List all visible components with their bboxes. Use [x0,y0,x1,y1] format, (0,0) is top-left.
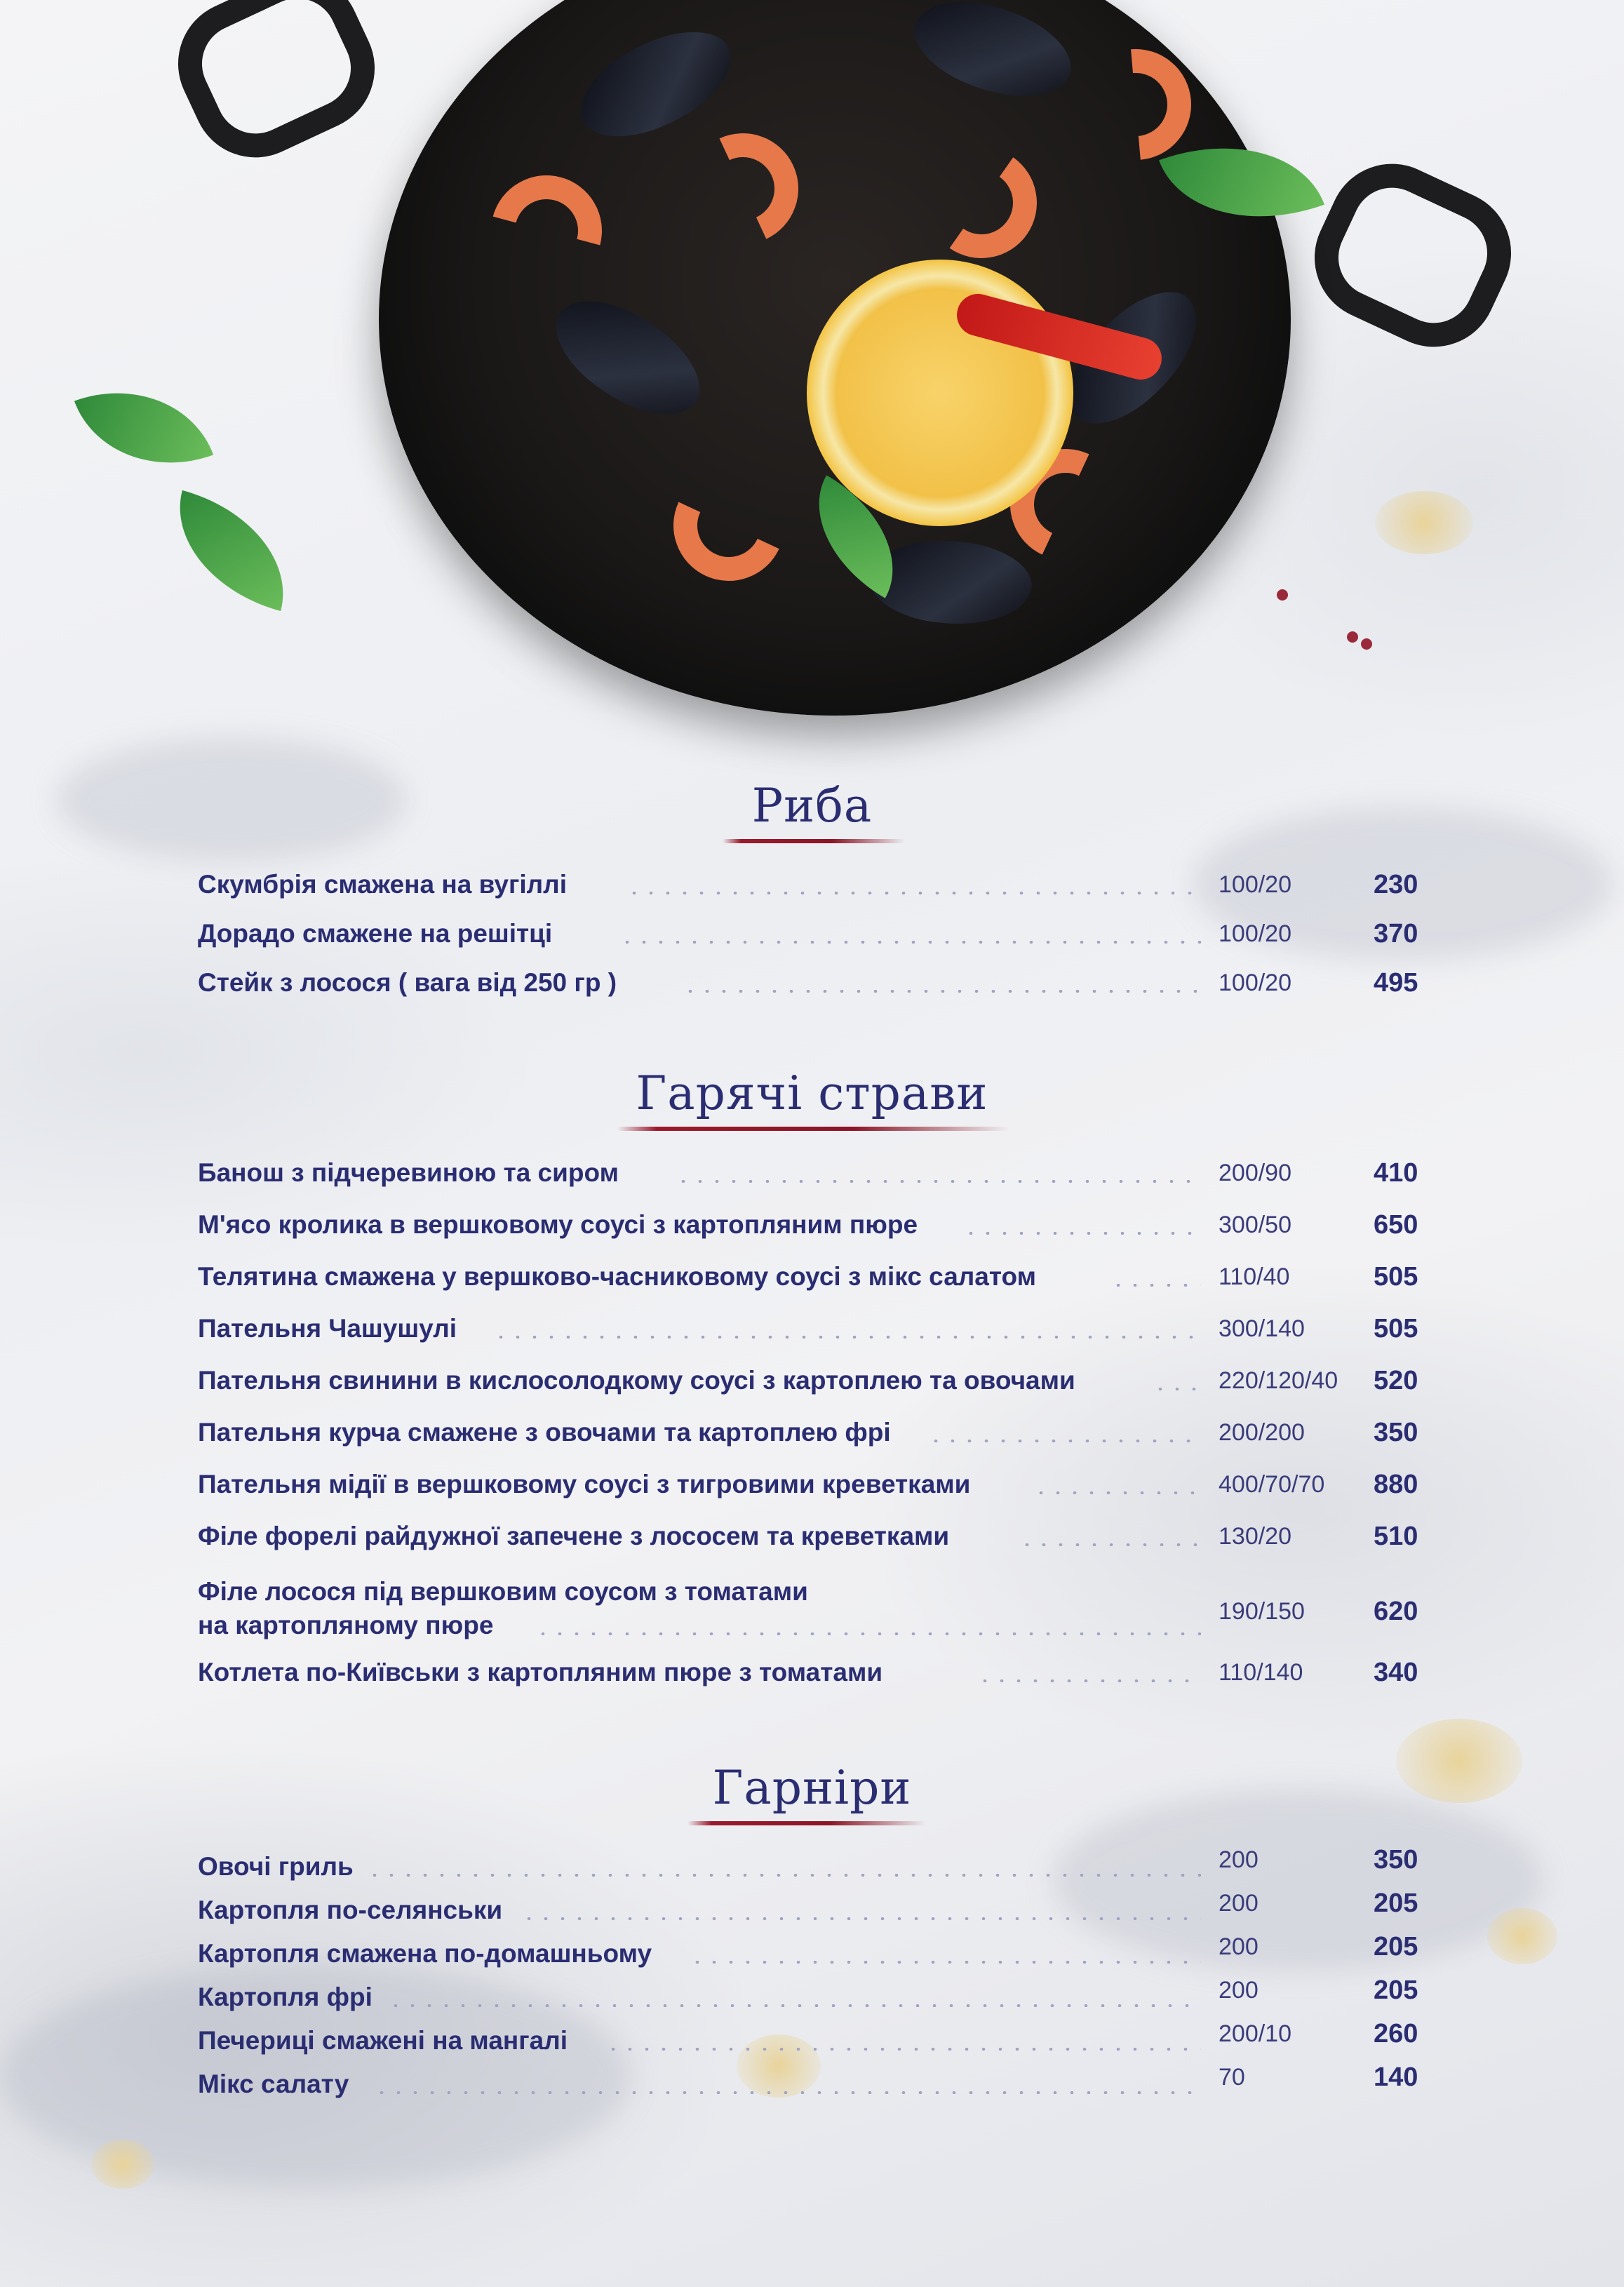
item-name: М'ясо кролика в вершковому соусі з картопляним пюре [198,1210,918,1239]
item-price: 350 [1374,1418,1418,1447]
item-name: Пательня курча смажене з овочами та картоплею фрі [198,1418,891,1447]
pan-handle-left [157,0,395,178]
menu-item [198,1845,1425,1891]
item-name: Пательня мідії в вершковому соусі з тигровими креветками [198,1470,971,1498]
item-price: 520 [1374,1366,1418,1395]
menu-item [198,2063,1425,2108]
item-price: 880 [1374,1470,1418,1499]
item-weight: 200 [1219,1846,1259,1873]
menu-item [198,1259,1425,1301]
item-weight: 300/50 [1219,1212,1291,1238]
item-weight: 100/20 [1219,871,1291,898]
item-name: Печериці смажені на мангалі [198,2026,568,2055]
item-price: 340 [1374,1658,1418,1687]
item-weight: 130/20 [1219,1523,1291,1550]
item-name: Котлета по-Київськи з картопляним пюре з томатами [198,1658,883,1686]
item-weight: 400/70/70 [1219,1471,1325,1498]
item-weight: 200 [1219,1933,1259,1960]
title-underline [687,1821,926,1825]
item-name: Філе форелі райдужної запечене з лососем та креветками [198,1522,950,1550]
item-price: 205 [1374,1889,1418,1918]
item-price: 350 [1374,1845,1418,1874]
item-name: Пательня Чашушулі [198,1314,457,1343]
item-name-line-2: на картопляному пюре [198,1611,494,1639]
item-name: Картопля смажена по-домашньому [198,1939,652,1968]
menu-item [198,1207,1425,1249]
menu-item [198,1932,1425,1978]
item-name: Мікс салату [198,2070,349,2098]
item-price: 620 [1374,1597,1418,1626]
menu-item [198,965,1425,1007]
item-weight: 200 [1219,1977,1259,2004]
lemon-slice [807,260,1073,526]
item-name: Картопля по-селянськи [198,1896,503,1924]
item-weight: 110/140 [1219,1659,1303,1686]
item-price: 140 [1374,2063,1418,2092]
title-underline [617,1127,1010,1131]
item-weight: 200 [1219,1890,1259,1917]
item-weight: 110/40 [1219,1263,1290,1290]
item-name: Пательня свинини в кислосолодкому соусі з картоплею та овочами [198,1366,1075,1395]
item-price: 650 [1374,1210,1418,1240]
pan-handle-right [1294,143,1531,368]
menu-item [198,1654,1425,1696]
item-price: 410 [1374,1158,1418,1188]
section-title-garnishes: Гарніри [712,1761,912,1815]
menu-item [198,1575,1425,1645]
title-underline [723,839,905,843]
item-name: Стейк з лосося ( вага від 250 гр ) [198,968,617,997]
item-weight: 200/90 [1219,1160,1291,1186]
item-price: 370 [1374,919,1418,948]
item-name: Телятина смажена у вершково-часниковому соусі з мікс салатом [198,1262,1036,1291]
item-price: 230 [1374,870,1418,899]
item-weight: 200/10 [1219,2020,1291,2047]
item-price: 505 [1374,1314,1418,1343]
item-price: 260 [1374,2019,1418,2048]
item-price: 205 [1374,1976,1418,2005]
menu-item [198,1310,1425,1353]
menu-item [198,1362,1425,1404]
section-title-fish: Риба [751,779,873,833]
item-weight: 70 [1219,2064,1245,2091]
item-name: Овочі гриль [198,1852,354,1881]
item-weight: 100/20 [1219,970,1291,996]
item-name: Банош з підчеревиною та сиром [198,1158,619,1187]
item-name: Дорадо смажене на решітці [198,919,553,948]
item-weight: 100/20 [1219,920,1291,947]
item-price: 510 [1374,1522,1418,1551]
menu-item [198,1414,1425,1456]
item-weight: 200/200 [1219,1419,1305,1446]
item-weight: 190/150 [1219,1598,1305,1625]
menu-item [198,1889,1425,1934]
menu-item [198,866,1425,908]
item-weight: 300/140 [1219,1315,1305,1342]
item-weight: 220/120/40 [1219,1367,1338,1394]
menu-item [198,1155,1425,1197]
item-price: 205 [1374,1932,1418,1961]
item-name: Скумбрія смажена на вугіллі [198,870,567,899]
menu-item [198,916,1425,958]
section-title-hot-dishes: Гарячі страви [636,1066,988,1120]
pan [379,0,1291,716]
menu-item [198,1976,1425,2021]
item-name-line-1: Філе лосося під вершковим соусом з томатами [198,1577,808,1606]
menu-item [198,2019,1425,2065]
hero-food-photo [168,0,1487,723]
menu-item [198,1518,1425,1560]
menu-item [198,1466,1425,1508]
item-price: 505 [1374,1262,1418,1292]
item-name: Картопля фрі [198,1983,373,2011]
item-price: 495 [1374,968,1418,998]
